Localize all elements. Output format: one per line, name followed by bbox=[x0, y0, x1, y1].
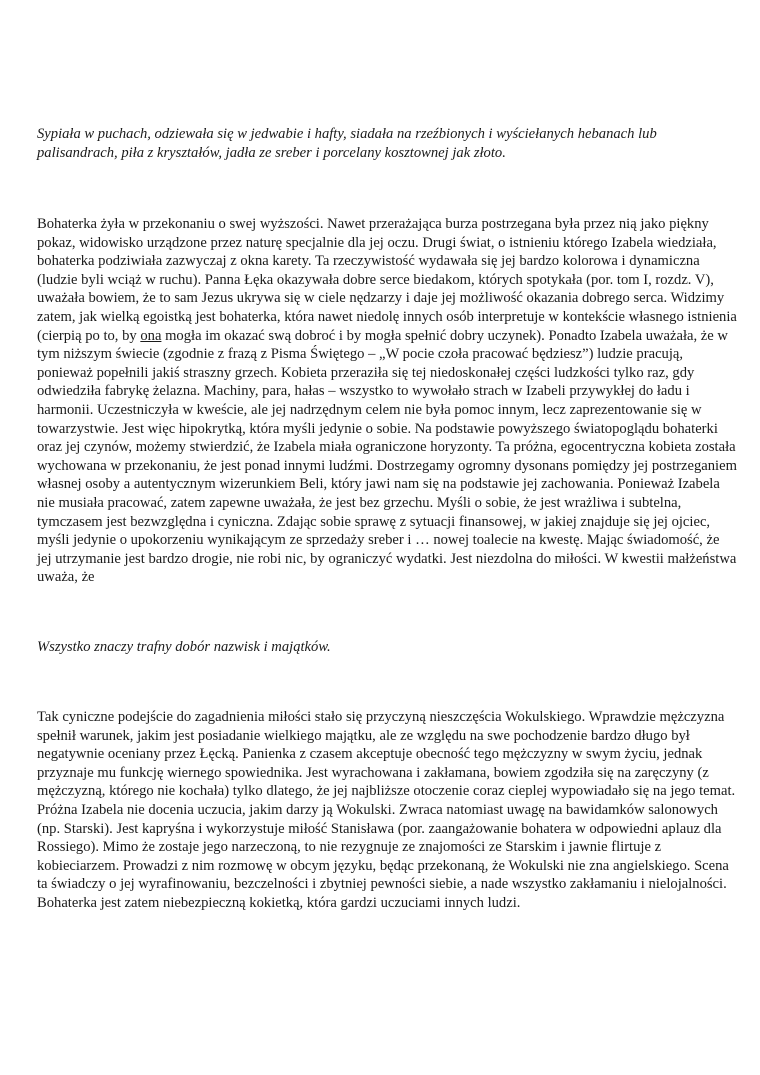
paragraph-worldview-part-2: mogła im okazać swą dobroć i by mogła spełnić dobry uczynek). Ponadto Izabela uważała, że w tym niższym świecie (zgodnie z frazą z Pisma Świętego – „W pocie czoła pracować będziesz”) ludzie pracują, ponieważ popełnili jakiś straszny grzech. Kobieta przeraziła się tej niedoskonałej części ludzkości tylko raz, gdy odwiedziła fabrykę żelazna. Machiny, para, hałas – wszystko to wywołało strach w Izabeli przywykłej do ładu i harmonii. Uczestniczyła w kweście, ale jej nadrzędnym celem nie była pomoc innym, lecz zaprezentowanie się w towarzystwie. Jest więc hipokrytką, która myśli jedynie o sobie. Na podstawie powyższego światopoglądu bohaterki oraz jej czynów, możemy stwierdzić, że Izabela miała ograniczone horyzonty. Ta próżna, egocentryczna kobieta została wychowana w przekonaniu, że jest ponad innymi ludźmi. Dostrzegamy ogromny dysonans pomiędzy jej postrzeganiem własnej osoby a autentycznym wizerunkiem Beli, który jawi nam się na podstawie jej zachowania. Ponieważ Izabela nie musiała pracować, zatem zapewne uważała, że jest bez grzechu. Myśli o sobie, że jest wrażliwa i subtelna, tymczasem jest bezwzględna i cyniczna. Zdając sobie sprawę z sytuacji finansowej, w jakiej znajduje się jej ojciec, myśli jedynie o upokorzeniu wynikającym ze sprzedaży sreber i … nowej toalecie na kwestę. Mając świadomość, że jej utrzymanie jest bardzo drogie, nie robi nic, by ograniczyć wydatki. Jest niezdolna do miłości. W kwestii małżeństwa uważa, że bbox=[37, 327, 737, 586]
paragraph-worldview bbox=[37, 215, 737, 587]
paragraph-worldview-part-1: Bohaterka żyła w przekonaniu o swej wyższości. Nawet przerażająca burza postrzegana była przez nią jako piękny pokaz, widowisko urządzone przez naturę specjalnie dla jej oczu. Drugi świat, o istnieniu którego Izabela wiedziała, bohaterka podziwiała zazwyczaj z okna karety. Ta rzeczywistość wydawała się jej bardzo kolorowa i dynamiczna (ludzie byli wciąż w ruchu). Panna Łęka okazywała dobre serce biedakom, których spotykała (por. tom I, rozdz. V), uważała bowiem, że to sam Jezus ukrywa się w ciele nędzarzy i daje jej możliwość okazania dobrego serca. Widzimy zatem, jak wielką egoistką jest bohaterka, która nawet niedolę innych osób interpretuje w kontekście własnego istnienia (cierpią po to, by bbox=[37, 216, 737, 344]
quote-marriage: Wszystko znaczy trafny dobór nazwisk i majątków. bbox=[37, 639, 331, 655]
underlined-word: ona bbox=[140, 327, 162, 344]
quote-opulent-lifestyle: Sypiała w puchach, odziewała się w jedwabie i hafty, siadała na rzeźbionych i wyściełanych hebanach lub palisandrach, piła z kryształów, jadła ze sreber i porcelany kosztownej jak złoto. bbox=[37, 126, 657, 161]
paragraph-love-attitude: Tak cyniczne podejście do zagadnienia miłości stało się przyczyną nieszczęścia Wokulskiego. Wprawdzie mężczyzna spełnił warunek, jakim jest posiadanie wielkiego majątku, ale ze względu na swe pochodzenie bardzo długo był negatywnie oceniany przez Łęcką. Panienka z czasem akceptuje obecność tego mężczyzny w swym życiu, jednak przyznaje mu funkcję wiernego spowiednika. Jest wyrachowana i zakłamana, bowiem zgodziła się na zaręczyny (z mężczyzną, którego nie kochała) tylko dlatego, że jej najbliższe otoczenie coraz cieplej wypowiadało się na jego temat. Próżna Izabela nie docenia uczucia, jakim darzy ją Wokulski. Zwraca natomiast uwagę na bawidamków salonowych (np. Starski). Jest kapryśna i wykorzystuje miłość Stanisława (por. zaangażowanie bohatera w odpowiedni aplauz dla Rossiego). Mimo że zostaje jego narzeczoną, to nie rezygnuje ze znajomości ze Starskim i jawnie flirtuje z kobieciarzem. Prowadzi z nim rozmowę w obcym języku, będąc przekonaną, że Wokulski nie zna angielskiego. Scena ta świadczy o jej wyrafinowaniu, bezczelności i zbytniej pewności siebie, a nade wszystko zakłamaniu i nielojalności. Bohaterka jest zatem niebezpieczną kokietką, która gardzi uczuciami innych ludzi. bbox=[37, 709, 736, 911]
